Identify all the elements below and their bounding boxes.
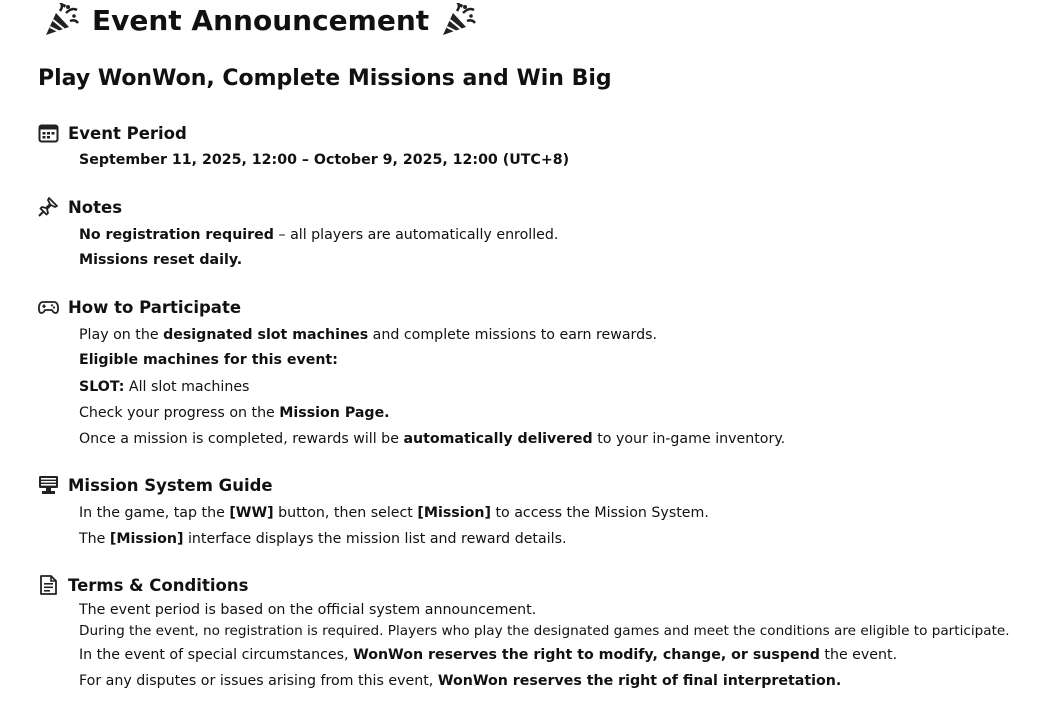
participate-line: Play on the designated slot machines and complete missions to earn rewards. xyxy=(79,327,658,343)
participate-line: Once a mission is completed, rewards will be automatically delivered to your in-game inventory. xyxy=(79,431,786,447)
section-participate-heading xyxy=(38,296,241,318)
event-dates: September 11, 2025, 12:00 – October 9, 2025, 12:00 (UTC+8) xyxy=(79,152,570,168)
heading-text: Terms & Conditions xyxy=(68,575,249,595)
section-guide-heading xyxy=(38,474,273,496)
notes-line: Missions reset daily. xyxy=(79,252,243,268)
pushpin-icon xyxy=(38,197,59,217)
terms-line: In the event of special circumstances, WonWon reserves the right to modify, change, or suspend the event. xyxy=(79,647,898,663)
title-text: Event Announcement xyxy=(92,3,430,37)
notes-line: No registration required – all players are automatically enrolled. xyxy=(79,227,559,243)
page-title xyxy=(44,0,477,40)
heading-text: Notes xyxy=(68,197,123,217)
party-popper-icon xyxy=(441,3,477,37)
participate-line: SLOT: All slot machines xyxy=(79,379,250,395)
game-controller-icon xyxy=(38,297,59,317)
terms-line: During the event, no registration is required. Players who play the designated games and meet the conditions are eligible to participate. xyxy=(79,623,1010,639)
heading-text: Mission System Guide xyxy=(68,475,273,495)
section-notes-heading xyxy=(38,196,122,218)
guide-line: The [Mission] interface displays the mission list and reward details. xyxy=(79,531,567,547)
party-popper-icon xyxy=(44,3,80,37)
heading-text: Event Period xyxy=(68,123,187,143)
section-event-period-heading xyxy=(38,122,187,144)
calendar-icon xyxy=(38,123,59,143)
document-icon xyxy=(38,575,59,595)
terms-line: The event period is based on the official system announcement. xyxy=(79,602,537,618)
terms-line: For any disputes or issues arising from this event, WonWon reserves the right of final interpretation. xyxy=(79,673,842,689)
guide-line: In the game, tap the [WW] button, then select [Mission] to access the Mission System. xyxy=(79,505,709,521)
participate-line: Eligible machines for this event: xyxy=(79,352,338,368)
subtitle: Play WonWon, Complete Missions and Win Big xyxy=(38,66,612,91)
heading-text: How to Participate xyxy=(68,297,242,317)
section-terms-heading xyxy=(38,574,248,596)
participate-line: Check your progress on the Mission Page. xyxy=(79,405,390,421)
desktop-computer-icon xyxy=(38,475,59,495)
